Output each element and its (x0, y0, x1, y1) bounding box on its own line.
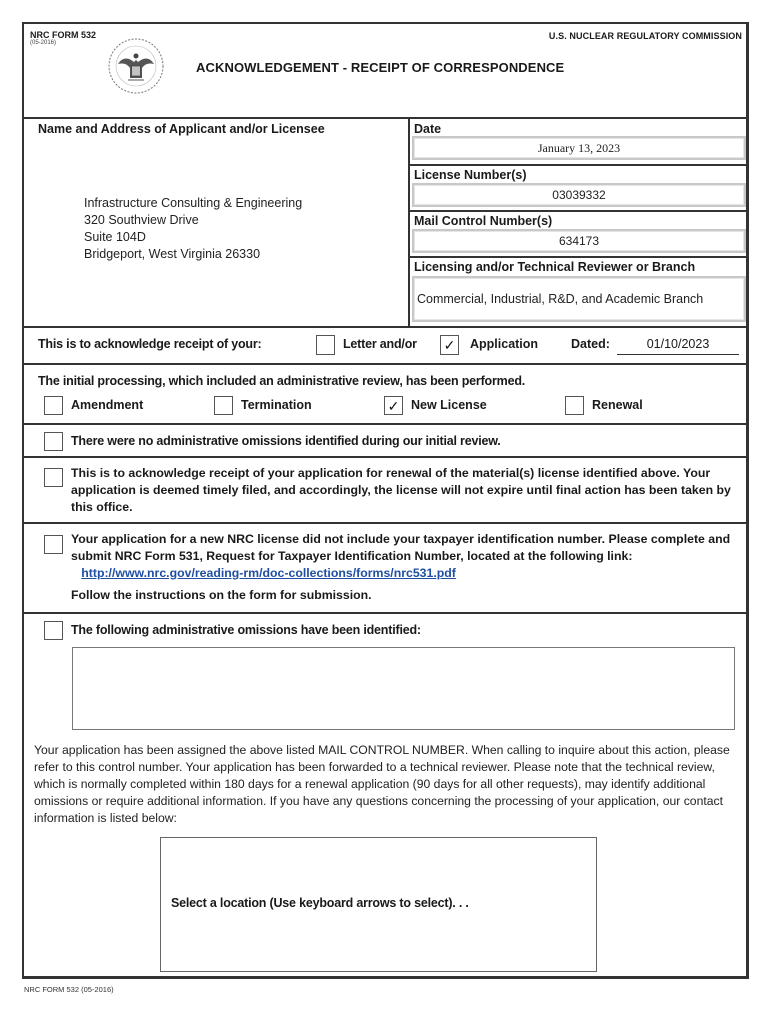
applicant-address-line: Bridgeport, West Virginia 26330 (84, 247, 261, 261)
divider (24, 612, 746, 614)
dated-label: Dated: (571, 337, 610, 351)
mail-control-label: Mail Control Number(s) (414, 214, 553, 228)
omissions-checkbox[interactable] (44, 621, 63, 640)
nrc531-link[interactable]: http://www.nrc.gov/reading-rm/doc-collections/forms/nrc531.pdf (81, 565, 456, 580)
nrc-seal-icon (106, 36, 166, 96)
termination-label: Termination (241, 398, 312, 412)
termination-checkbox[interactable] (214, 396, 233, 415)
divider (24, 522, 746, 524)
new-license-checkbox[interactable] (384, 396, 403, 415)
amendment-checkbox[interactable] (44, 396, 63, 415)
location-select[interactable] (160, 837, 597, 972)
divider (24, 363, 746, 365)
date-label: Date (414, 122, 442, 136)
check-icon: ✓ (443, 337, 456, 353)
receipt-lead: This is to acknowledge receipt of your: (38, 337, 262, 351)
license-number-field[interactable]: 03039332 (412, 183, 746, 207)
applicant-address-line: Suite 104D (84, 230, 146, 244)
application-label: Application (470, 337, 539, 351)
mail-control-number-field[interactable]: 634173 (412, 229, 746, 253)
taxpayer-checkbox[interactable] (44, 535, 63, 554)
processing-lead: The initial processing, which included an administrative review, has been performed. (38, 374, 526, 388)
taxpayer-followup: Follow the instructions on the form for submission. (71, 588, 372, 602)
no-omissions-text: There were no administrative omissions identified during our initial review. (71, 434, 501, 448)
renewal-ack-text: This is to acknowledge receipt of your application for renewal of the material(s) license identified above. Your application is deemed timely filed, and accordingly, the license will not expire until final action has been taken by this office. (71, 466, 731, 514)
application-checkbox[interactable] (440, 335, 459, 355)
omissions-text: The following administrative omissions have been identified: (71, 623, 421, 637)
taxpayer-text (71, 531, 743, 581)
license-number-label: License Number(s) (414, 168, 527, 182)
no-omissions-checkbox[interactable] (44, 432, 63, 451)
renewal-checkbox[interactable] (565, 396, 584, 415)
divider (24, 456, 746, 458)
date-field[interactable]: January 13, 2023 (412, 136, 746, 160)
divider (410, 210, 746, 212)
applicant-label: Name and Address of Applicant and/or Licensee (38, 122, 325, 136)
form-revision: (05-2016) (30, 40, 57, 46)
dated-field[interactable]: 01/10/2023 (617, 337, 739, 355)
form-title: ACKNOWLEDGEMENT - RECEIPT OF CORRESPONDENCE (196, 60, 565, 75)
divider (410, 256, 746, 258)
divider (410, 164, 746, 166)
form-frame (22, 22, 749, 979)
location-select-value: Select a location (Use keyboard arrows to select). . . (171, 896, 469, 910)
renewal-ack-checkbox[interactable] (44, 468, 63, 487)
footer-form-id: NRC FORM 532 (05-2016) (24, 985, 114, 994)
body-paragraph: Your application has been assigned the above listed MAIL CONTROL NUMBER. When calling to inquire about this action, please refer to this control number. Your application has been forwarded to a technical reviewer. Please note that the technical review, which is normally completed within 180 days for a renewal application (90 days for all other requests), may identify additional omissions or require additional information. If you have any questions concerning the processing of your application, our contact information is listed below: (34, 743, 730, 825)
divider (24, 117, 746, 119)
new-license-label: New License (411, 398, 487, 412)
renewal-label: Renewal (592, 398, 643, 412)
divider (24, 326, 746, 328)
agency-name: U.S. NUCLEAR REGULATORY COMMISSION (548, 31, 742, 41)
form-number: NRC FORM 532 (30, 30, 97, 40)
letter-label: Letter and/or (343, 337, 417, 351)
divider (24, 423, 746, 425)
column-divider (408, 119, 410, 326)
reviewer-field[interactable]: Commercial, Industrial, R&D, and Academic Branch (412, 276, 746, 322)
reviewer-label: Licensing and/or Technical Reviewer or Branch (414, 260, 696, 274)
letter-checkbox[interactable] (316, 335, 335, 355)
amendment-label: Amendment (71, 398, 144, 412)
omissions-textarea[interactable] (72, 647, 735, 730)
applicant-address-line: Infrastructure Consulting & Engineering (84, 196, 303, 210)
check-icon: ✓ (387, 398, 400, 414)
applicant-address-line: 320 Southview Drive (84, 213, 199, 227)
taxpayer-text-body: Your application for a new NRC license did not include your taxpayer identification number. Please complete and submit NRC Form 531, Request for Taxpayer Identification Number, located at the following link: (71, 532, 731, 563)
